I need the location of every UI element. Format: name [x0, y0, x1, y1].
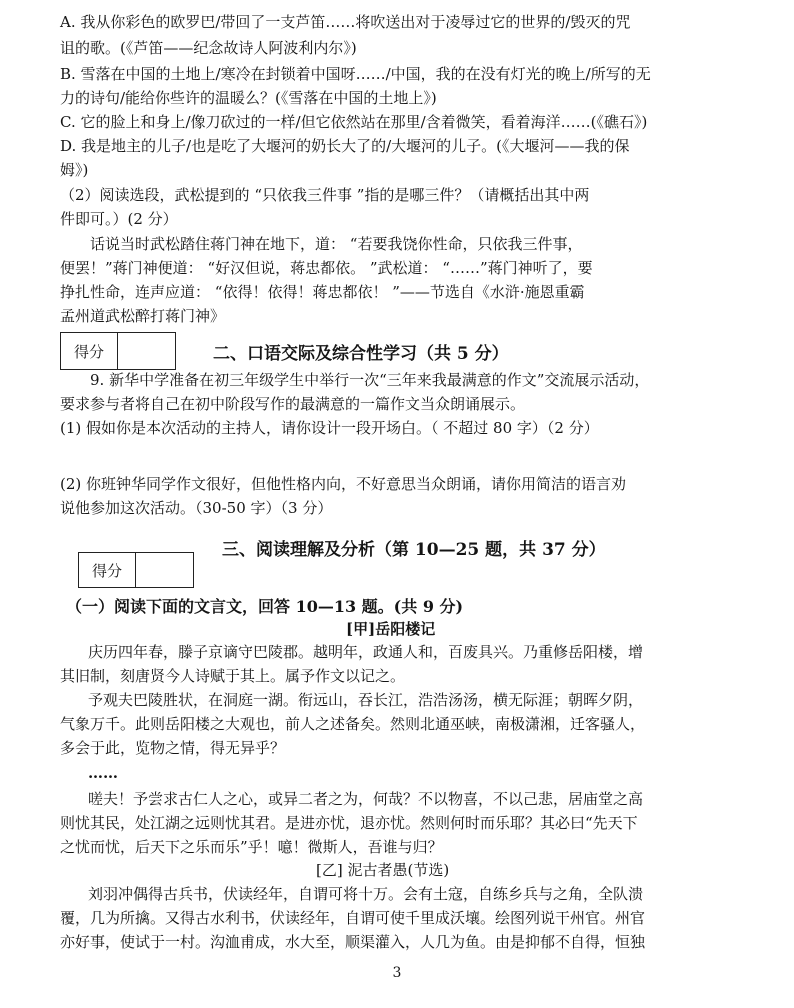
section2-q9-2-line1: (2) 你班钟华同学作文很好，但他性格内向，不好意思当众朗诵，请你用简洁的语言劝 [60, 475, 627, 493]
section3-subtitle: （一）阅读下面的文言文，回答 10—13 题。(共 9 分) [66, 597, 464, 616]
passage-jia-line: 嗟夫！予尝求古仁人之心，或异二者之为，何哉？不以物喜，不以己悲，居庙堂之高 [88, 790, 644, 808]
passage-jia-line: 庆历四年春，滕子京谪守巴陵郡。越明年，政通人和，百废具兴。乃重修岳阳楼，增 [88, 643, 644, 661]
q8-option-a-line1: A. 我从你彩色的欧罗巴/带回了一支芦笛……将吹送出对于凌辱过它的世界的/毁灭的咒 [60, 13, 631, 31]
passage-jia-line: 之忧而忧，后天下之乐而乐”乎！噫！微斯人，吾谁与归？ [60, 838, 443, 856]
q8-option-b-line2: 力的诗句/能给你些许的温暖么？(《雪落在中国的土地上》) [60, 89, 437, 107]
section2-title: 二、口语交际及综合性学习（共 5 分） [213, 344, 509, 364]
score-label: 得分 [61, 333, 118, 369]
passage-yi-line: 刘羽冲偶得古兵书，伏读经年，自谓可将十万。会有土寇，自练乡兵与之角，全队溃 [88, 885, 644, 903]
section2-q9-2-line2: 说他参加这次活动。（30-50 字）（3 分） [60, 499, 333, 517]
passage-jia-line: 则忧其民，处江湖之远则忧其君。是进亦忧，退亦忧。然则何时而乐耶？其必曰“先天下 [60, 814, 638, 832]
section2-q9-line2: 要求参与者将自己在初中阶段写作的最满意的一篇作文当众朗诵展示。 [60, 395, 526, 413]
passage-jia-title: [甲]岳阳楼记 [346, 620, 436, 638]
q8-2-passage-line1: 话说当时武松踏住蒋门神在地下，道： “若要我饶你性命，只依我三件事， [90, 235, 583, 253]
q8-option-c: C. 它的脸上和身上/像刀砍过的一样/但它依然站在那里/含着微笑，看着海洋……(《礁石》) [60, 113, 648, 131]
section3-title: 三、阅读理解及分析（第 10—25 题，共 37 分） [222, 540, 606, 560]
q8-option-a-line2: 诅的歌。(《芦笛——纪念故诗人阿波利内尔》) [60, 39, 357, 57]
score-box-section3 [78, 552, 194, 588]
q8-option-b-line1: B. 雪落在中国的土地上/寒冷在封锁着中国呀……/中国，我的在没有灯光的晚上/所写的无 [60, 65, 651, 83]
q8-option-d-line1: D. 我是地主的儿子/也是吃了大堰河的奶长大了的/大堰河的儿子。(《大堰河——我的保 [60, 137, 630, 155]
page-number: 3 [392, 965, 402, 981]
score-value-cell[interactable] [118, 333, 175, 369]
passage-yi-line: 覆，几为所擒。又得古水利书，伏读经年，自谓可使千里成沃壤。绘图列说干州官。州官 [60, 909, 646, 927]
passage-yi-title: [乙] 泥古者愚(节选) [316, 861, 450, 879]
q8-2-passage-line4: 孟州道武松醉打蒋门神》 [60, 307, 226, 325]
q8-2-passage-line2: 便罢！”蒋门神便道： “好汉但说，蒋忠都依。 ”武松道： “……”蒋门神听了，要 [60, 259, 593, 277]
score-box-section2 [60, 332, 176, 370]
passage-jia-line: 其旧制，刻唐贤今人诗赋于其上。属予作文以记之。 [60, 667, 406, 685]
q8-2-passage-line3: 挣扎性命，连声应道： “依得！依得！蒋忠都依！ ”——节选自《水浒·施恩重霸 [60, 283, 585, 301]
passage-jia-line: 多会于此，览物之情，得无异乎？ [60, 739, 286, 757]
passage-yi-line: 亦好事，使试于一村。沟洫甫成，水大至，顺渠灌入，人几为鱼。由是抑郁不自得，恒独 [60, 933, 646, 951]
score-label: 得分 [79, 553, 136, 587]
q8-2-question-line2: 件即可。）(2 分） [60, 210, 178, 228]
passage-jia-line: 气象万千。此则岳阳楼之大观也，前人之述备矣。然则北通巫峡，南极潇湘，迁客骚人， [60, 715, 646, 733]
q8-2-question-line1: （2）阅读选段，武松提到的 “只依我三件事 ”指的是哪三件？（请概括出其中两 [60, 186, 590, 204]
score-value-cell[interactable] [136, 553, 193, 587]
section2-q9-line1: 9. 新华中学准备在初三年级学生中举行一次“三年来我最满意的作文”交流展示活动， [90, 371, 650, 389]
section2-q9-1: (1) 假如你是本次活动的主持人，请你设计一段开场白。（ 不超过 80 字）（2 分） [60, 419, 599, 437]
passage-jia-line: 予观夫巴陵胜状，在洞庭一湖。衔远山，吞长江，浩浩汤汤，横无际涯；朝晖夕阴， [88, 691, 644, 709]
q8-option-d-line2: 姆》) [60, 161, 89, 179]
passage-jia-ellipsis: …… [88, 764, 118, 782]
